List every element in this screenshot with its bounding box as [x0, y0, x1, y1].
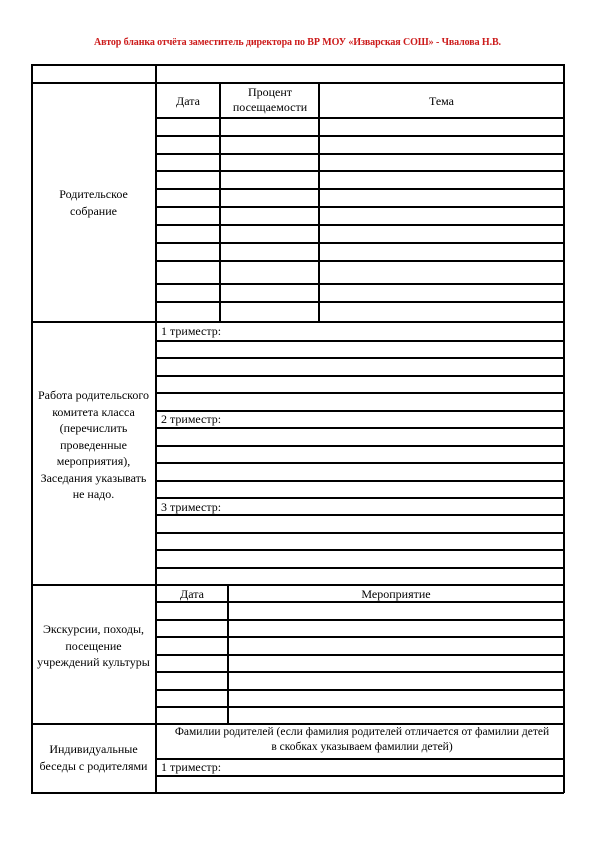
- meeting-row-line: [155, 135, 564, 137]
- section-separator-1: [31, 321, 564, 323]
- meeting-col-attendance: Процент посещаемости: [232, 85, 308, 114]
- meeting-row-line: [155, 206, 564, 208]
- frame-bottom: [31, 792, 564, 794]
- label-column-divider: [155, 64, 157, 793]
- meeting-row-line: [155, 224, 564, 226]
- meeting-col-date: Дата: [176, 94, 200, 108]
- author-header: Автор бланка отчёта заместитель директора по ВР МОУ «Изварская СОШ» - Чвалова Н.В.: [94, 37, 501, 48]
- excursions-row-line: [155, 601, 564, 603]
- meeting-row-line: [155, 242, 564, 244]
- committee-row-line: [155, 532, 564, 534]
- committee-row-line: [155, 427, 564, 429]
- committee-row-line: [155, 445, 564, 447]
- meeting-row-line: [155, 153, 564, 155]
- meeting-row-line: [155, 170, 564, 172]
- frame-top: [31, 64, 564, 66]
- meeting-header-line: [155, 117, 564, 119]
- excursions-col-event: Мероприятие: [361, 587, 431, 601]
- excursions-row-line: [155, 619, 564, 621]
- frame-right: [563, 64, 565, 793]
- individual-term-1: 1 триместр:: [161, 760, 222, 774]
- individual-header: Фамилии родителей (если фамилия родителей отличается от фамилии детей в скобках указываем фамилии детей): [174, 726, 550, 753]
- committee-row-line: [155, 357, 564, 359]
- meeting-row-line: [155, 283, 564, 285]
- parent-meeting-label: Родительское собрание: [59, 187, 128, 218]
- excursions-row-line: [155, 689, 564, 691]
- meeting-col-topic: Тема: [428, 94, 455, 108]
- committee-row-line: [155, 375, 564, 377]
- meeting-row-line: [155, 301, 564, 303]
- committee-row-line: [155, 480, 564, 482]
- committee-row-line: [155, 340, 564, 342]
- committee-term-2: 2 триместр:: [161, 412, 222, 426]
- committee-row-line: [155, 514, 564, 516]
- individual-row-line: [155, 775, 564, 777]
- individual-label: Индивидуальные беседы с родителями: [39, 742, 148, 773]
- committee-row-line: [155, 462, 564, 464]
- excursions-row-line: [155, 671, 564, 673]
- excursions-row-line: [155, 706, 564, 708]
- excursions-col-date: Дата: [180, 587, 204, 601]
- committee-row-line: [155, 392, 564, 394]
- committee-row-line: [155, 549, 564, 551]
- meeting-row-line: [155, 188, 564, 190]
- top-row-line: [31, 82, 564, 84]
- committee-label: Работа родительского комитета класса (перечислить проведенные мероприятия), Заседания указывать не надо.: [37, 388, 150, 501]
- excursions-row-line: [155, 636, 564, 638]
- excursions-row-line: [155, 654, 564, 656]
- frame-left: [31, 64, 33, 793]
- committee-term-1: 1 триместр:: [161, 324, 222, 338]
- committee-row-line: [155, 567, 564, 569]
- excursions-label: Экскурсии, походы, посещение учреждений культуры: [37, 622, 150, 669]
- meeting-row-line: [155, 260, 564, 262]
- committee-term-3: 3 триместр:: [161, 500, 222, 514]
